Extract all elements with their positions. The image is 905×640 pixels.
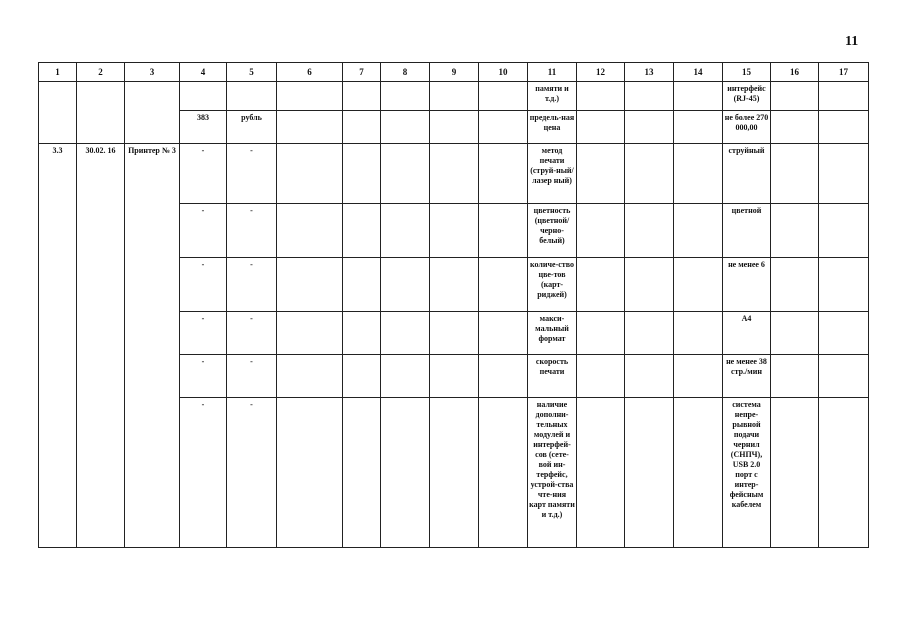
- column-header: 2: [77, 63, 125, 82]
- column-header: 10: [479, 63, 528, 82]
- cell-code: 383: [180, 111, 227, 144]
- page-number: 11: [845, 34, 859, 49]
- column-header: 15: [723, 63, 771, 82]
- cell-item-code: 30.02. 16: [77, 144, 125, 548]
- cell-value: не менее 38 стр./мин: [723, 355, 771, 398]
- column-header: 7: [343, 63, 381, 82]
- column-header: 1: [39, 63, 77, 82]
- cell-code: -: [180, 355, 227, 398]
- column-header: 3: [125, 63, 180, 82]
- cell-unit: -: [227, 144, 277, 204]
- cell-characteristic: макси-мальный формат: [528, 312, 577, 355]
- cell-code: [180, 82, 227, 111]
- cell-characteristic: памяти и т.д.): [528, 82, 577, 111]
- column-number-row: [39, 63, 869, 82]
- table-row: [39, 82, 869, 111]
- column-header: 13: [625, 63, 674, 82]
- cell-empty: [125, 82, 180, 144]
- cell-value: струйный: [723, 144, 771, 204]
- cell-value: А4: [723, 312, 771, 355]
- cell-value: не менее 6: [723, 258, 771, 312]
- cell-characteristic: предель-ная цена: [528, 111, 577, 144]
- cell-value: цветной: [723, 204, 771, 258]
- cell-empty: [39, 82, 77, 144]
- cell-value: интерфейс (RJ-45): [723, 82, 771, 111]
- cell-item-number: 3.3: [39, 144, 77, 548]
- cell-unit: -: [227, 312, 277, 355]
- cell-code: -: [180, 312, 227, 355]
- cell-characteristic: количе-ство цве-тов (карт-риджей): [528, 258, 577, 312]
- cell-unit: -: [227, 204, 277, 258]
- column-header: 17: [819, 63, 869, 82]
- cell-unit: рубль: [227, 111, 277, 144]
- column-header: 11: [528, 63, 577, 82]
- specification-table: [38, 62, 869, 548]
- cell-code: -: [180, 398, 227, 548]
- column-header: 9: [430, 63, 479, 82]
- cell-characteristic: метод печати (струй-ный/лазер ный): [528, 144, 577, 204]
- column-header: 6: [277, 63, 343, 82]
- cell-code: -: [180, 258, 227, 312]
- cell-characteristic: наличие дополни-тельных модулей и интерфей-сов (сете-вой ин-терфейс, устрой-ства чте-ния карт памяти и т.д.): [528, 398, 577, 548]
- cell-unit: -: [227, 355, 277, 398]
- cell-empty: [77, 82, 125, 144]
- cell-unit: -: [227, 398, 277, 548]
- table-row: [39, 144, 869, 204]
- cell-code: -: [180, 204, 227, 258]
- column-header: 4: [180, 63, 227, 82]
- cell-value: не более 270 000,00: [723, 111, 771, 144]
- cell-item-name: Принтер № 3: [125, 144, 180, 548]
- cell-value: система непре-рывной подачи чернил (СНПЧ), USB 2.0 порт с интер-фейсным кабелем: [723, 398, 771, 548]
- column-header: 5: [227, 63, 277, 82]
- cell-characteristic: скорость печати: [528, 355, 577, 398]
- column-header: 12: [577, 63, 625, 82]
- cell-unit: -: [227, 258, 277, 312]
- cell-unit: [227, 82, 277, 111]
- column-header: 8: [381, 63, 430, 82]
- cell-code: -: [180, 144, 227, 204]
- column-header: 14: [674, 63, 723, 82]
- column-header: 16: [771, 63, 819, 82]
- cell-characteristic: цветность (цветной/ черно-белый): [528, 204, 577, 258]
